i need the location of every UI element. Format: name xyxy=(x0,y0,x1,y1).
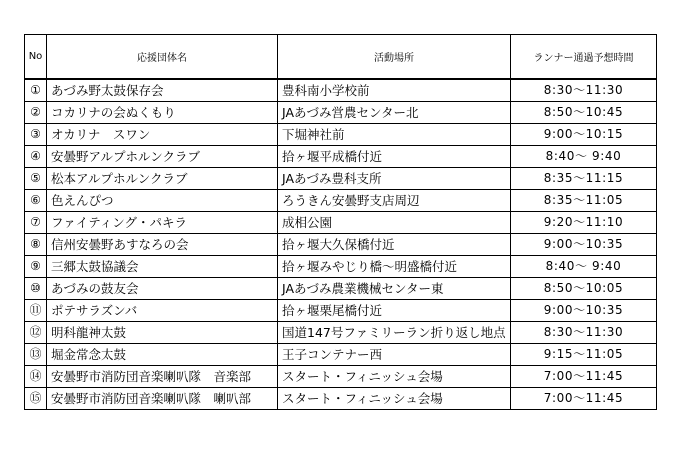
row-number: ⑮ xyxy=(25,388,47,410)
pass-time-cell: 8:50～10:45 xyxy=(511,102,657,124)
group-name-cell: 信州安曇野あすなろの会 xyxy=(47,234,278,256)
table-header-row xyxy=(25,35,657,80)
row-number: ⑩ xyxy=(25,278,47,300)
table-row xyxy=(25,124,657,146)
pass-time-cell: 9:00～10:15 xyxy=(511,124,657,146)
table-row xyxy=(25,322,657,344)
table-row xyxy=(25,366,657,388)
group-name-cell: 三郷太鼓協議会 xyxy=(47,256,278,278)
pass-time-cell: 8:40～ 9:40 xyxy=(511,146,657,168)
group-name-cell: ポテサラズンバ xyxy=(47,300,278,322)
table-row xyxy=(25,256,657,278)
row-number: ③ xyxy=(25,124,47,146)
row-number: ⑦ xyxy=(25,212,47,234)
table-row xyxy=(25,168,657,190)
table-row xyxy=(25,234,657,256)
table-row xyxy=(25,300,657,322)
activity-place-cell: スタート・フィニッシュ会場 xyxy=(278,366,511,388)
activity-place-cell: 下堀神社前 xyxy=(278,124,511,146)
row-number: ⑤ xyxy=(25,168,47,190)
group-name-cell: 安曇野市消防団音楽喇叭隊 喇叭部 xyxy=(47,388,278,410)
header-no: No xyxy=(25,35,47,80)
group-name-cell: コカリナの会ぬくもり xyxy=(47,102,278,124)
table-row xyxy=(25,102,657,124)
group-name-cell: 色えんぴつ xyxy=(47,190,278,212)
activity-place-cell: 豊科南小学校前 xyxy=(278,79,511,102)
table-row xyxy=(25,146,657,168)
activity-place-cell: スタート・フィニッシュ会場 xyxy=(278,388,511,410)
pass-time-cell: 9:00～10:35 xyxy=(511,234,657,256)
activity-place-cell: JAあづみ農業機械センター東 xyxy=(278,278,511,300)
row-number: ④ xyxy=(25,146,47,168)
activity-place-cell: 国道147号ファミリーラン折り返し地点 xyxy=(278,322,511,344)
pass-time-cell: 8:35～11:15 xyxy=(511,168,657,190)
header-runner-pass-time: ランナー通過予想時間 xyxy=(511,35,657,80)
support-groups-table xyxy=(24,34,657,410)
pass-time-cell: 8:50～10:05 xyxy=(511,278,657,300)
row-number: ⑨ xyxy=(25,256,47,278)
row-number: ⑧ xyxy=(25,234,47,256)
pass-time-cell: 8:35～11:05 xyxy=(511,190,657,212)
group-name-cell: 安曇野アルプホルンクラブ xyxy=(47,146,278,168)
row-number: ⑭ xyxy=(25,366,47,388)
pass-time-cell: 9:15～11:05 xyxy=(511,344,657,366)
row-number: ① xyxy=(25,79,47,102)
header-activity-place: 活動場所 xyxy=(278,35,511,80)
pass-time-cell: 8:30～11:30 xyxy=(511,79,657,102)
pass-time-cell: 8:40～ 9:40 xyxy=(511,256,657,278)
table-row xyxy=(25,212,657,234)
activity-place-cell: 拾ヶ堰大久保橋付近 xyxy=(278,234,511,256)
activity-place-cell: JAあづみ営農センター北 xyxy=(278,102,511,124)
row-number: ⑪ xyxy=(25,300,47,322)
activity-place-cell: 拾ヶ堰栗尾橋付近 xyxy=(278,300,511,322)
group-name-cell: 松本アルプホルンクラブ xyxy=(47,168,278,190)
row-number: ⑬ xyxy=(25,344,47,366)
pass-time-cell: 8:30～11:30 xyxy=(511,322,657,344)
activity-place-cell: 王子コンテナー西 xyxy=(278,344,511,366)
activity-place-cell: 成相公園 xyxy=(278,212,511,234)
group-name-cell: 堀金常念太鼓 xyxy=(47,344,278,366)
table-row xyxy=(25,344,657,366)
table-row xyxy=(25,190,657,212)
group-name-cell: 明科龍神太鼓 xyxy=(47,322,278,344)
group-name-cell: 安曇野市消防団音楽喇叭隊 音楽部 xyxy=(47,366,278,388)
table-row xyxy=(25,278,657,300)
group-name-cell: あづみの鼓友会 xyxy=(47,278,278,300)
activity-place-cell: 拾ヶ堰みやじり橋～明盛橋付近 xyxy=(278,256,511,278)
row-number: ⑫ xyxy=(25,322,47,344)
activity-place-cell: 拾ヶ堰平成橋付近 xyxy=(278,146,511,168)
group-name-cell: ファイティング・パキラ xyxy=(47,212,278,234)
pass-time-cell: 9:00～10:35 xyxy=(511,300,657,322)
header-group-name: 応援団体名 xyxy=(47,35,278,80)
pass-time-cell: 7:00～11:45 xyxy=(511,366,657,388)
activity-place-cell: JAあづみ豊科支所 xyxy=(278,168,511,190)
pass-time-cell: 7:00～11:45 xyxy=(511,388,657,410)
activity-place-cell: ろうきん安曇野支店周辺 xyxy=(278,190,511,212)
row-number: ② xyxy=(25,102,47,124)
table-row xyxy=(25,79,657,102)
table-row xyxy=(25,388,657,410)
group-name-cell: あづみ野太鼓保存会 xyxy=(47,79,278,102)
row-number: ⑥ xyxy=(25,190,47,212)
group-name-cell: オカリナ スワン xyxy=(47,124,278,146)
pass-time-cell: 9:20～11:10 xyxy=(511,212,657,234)
